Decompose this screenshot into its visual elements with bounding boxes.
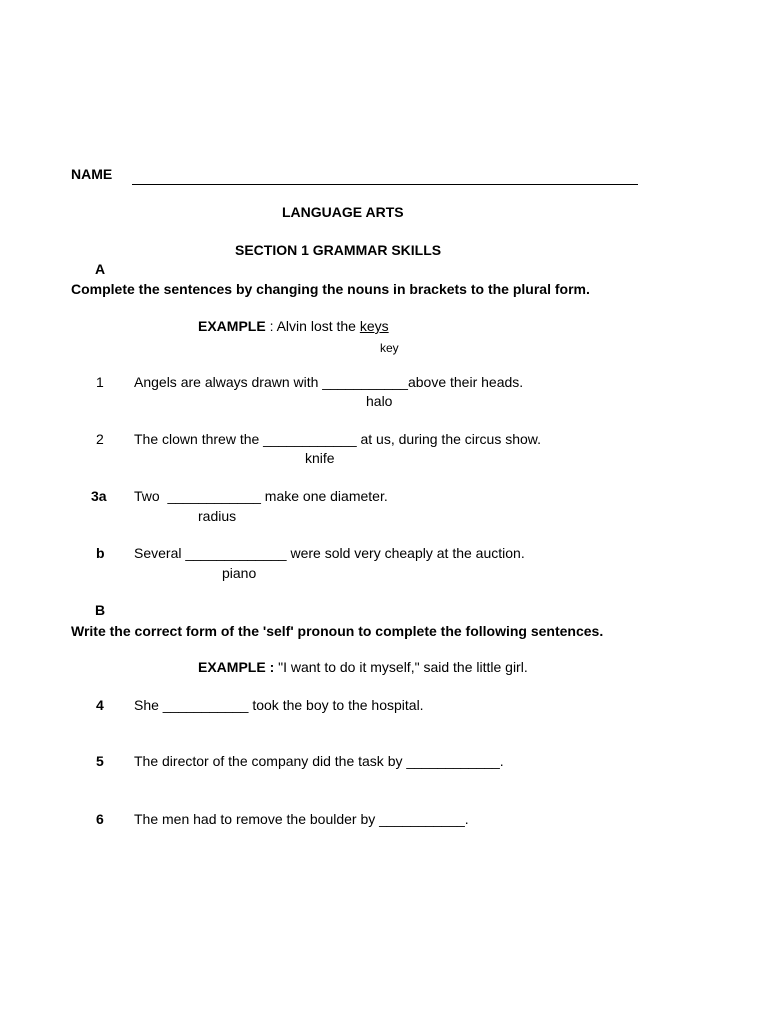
example-answer: keys	[359, 318, 389, 334]
question-number: 1	[96, 374, 104, 390]
question-text[interactable]: The men had to remove the boulder by ___________.	[134, 811, 469, 827]
example-label: EXAMPLE :	[198, 659, 275, 675]
question-text[interactable]: The clown threw the ____________ at us, during the circus show.	[134, 431, 542, 447]
question-text[interactable]: Angels are always drawn with ___________above their heads.	[134, 374, 524, 390]
example-hint: key	[380, 341, 399, 355]
section-b-letter: B	[95, 602, 106, 618]
name-blank-line[interactable]	[132, 184, 638, 185]
question-number: 5	[96, 753, 104, 769]
question-text[interactable]: Several _____________ were sold very cheaply at the auction.	[134, 545, 525, 561]
question-number: 3a	[91, 488, 107, 504]
name-label: NAME	[71, 166, 113, 182]
question-number: b	[96, 545, 105, 561]
question-number: 4	[96, 697, 104, 713]
section-a-instructions: Complete the sentences by changing the nouns in brackets to the plural form.	[71, 281, 590, 297]
example-label: EXAMPLE	[198, 318, 266, 334]
example-text: Alvin lost the	[276, 318, 360, 334]
example-separator: :	[265, 318, 277, 334]
section-b-example	[198, 659, 528, 675]
question-number: 2	[96, 431, 104, 447]
question-text[interactable]: She ___________ took the boy to the hospital.	[134, 697, 424, 713]
section-a-letter: A	[95, 261, 106, 277]
section-title: SECTION 1 GRAMMAR SKILLS	[235, 242, 442, 258]
question-hint: piano	[222, 565, 257, 581]
section-a-example	[198, 318, 389, 334]
question-number: 6	[96, 811, 104, 827]
question-hint: halo	[366, 393, 393, 409]
subject-title: LANGUAGE ARTS	[282, 204, 404, 220]
question-hint: knife	[305, 450, 335, 466]
section-b-instructions: Write the correct form of the 'self' pronoun to complete the following sentences.	[71, 623, 604, 639]
question-hint: radius	[198, 508, 237, 524]
question-text[interactable]: Two ____________ make one diameter.	[134, 488, 388, 504]
example-text: "I want to do it myself," said the little girl.	[274, 659, 528, 675]
question-text[interactable]: The director of the company did the task by ____________.	[134, 753, 504, 769]
